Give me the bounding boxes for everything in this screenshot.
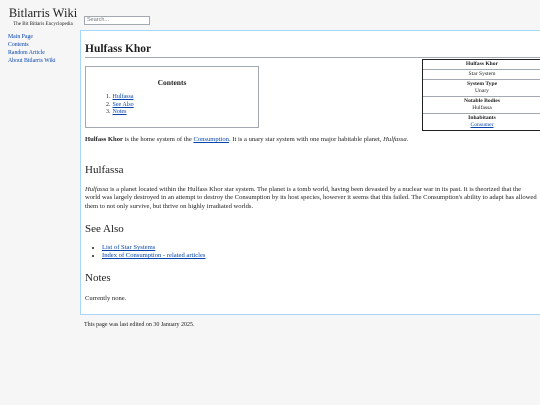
toc-item <box>106 102 250 110</box>
toc-title: Contents <box>157 78 187 87</box>
site-name: Bitlarris Wiki <box>8 6 78 20</box>
consumption-index-link[interactable]: Index of Consumption - related articles <box>102 252 206 260</box>
consumption-link[interactable]: Consumption <box>193 136 229 143</box>
toc-item <box>106 109 250 117</box>
site-tagline: The Bit Bitlaris Encyclopedia <box>13 22 73 27</box>
nav-about[interactable]: About Bitlarris Wiki <box>8 58 56 64</box>
infobox-subtitle: Star System <box>423 69 540 79</box>
intro-text: . <box>406 136 409 143</box>
toc-item-number: 2. <box>106 101 111 108</box>
see-also-item <box>102 252 205 260</box>
toc-item-number: 3. <box>106 109 111 115</box>
toc-item-number: 1. <box>106 94 111 100</box>
infobox <box>422 59 540 131</box>
infobox-inhabitants-link[interactable]: Consumer <box>470 122 494 128</box>
title-divider <box>85 57 540 58</box>
toc-link-see-also[interactable]: See Also <box>112 101 134 108</box>
intro-planet-name: Hulfassa <box>383 136 407 143</box>
toc-list <box>94 94 250 117</box>
toc-item <box>106 94 250 102</box>
intro-text: . It is a unary star system with one major habitable planet, <box>228 136 384 143</box>
section-heading-notes: Notes <box>85 272 111 284</box>
infobox-inhabitants <box>423 113 540 130</box>
search-input[interactable]: Search... <box>84 16 150 25</box>
hulfassa-text: is a planet located within the Hulfass Khor star system. The planet is a tomb world, having been devasted by a nuclear war in its past. It is theorized that the world was largely destroyed in an attempt to destroy the Consumption by its host species, however it seems that this failed. The Consumption's ability to adapt has allowed them to not only survive, but thrive on highly irradiated worlds. <box>85 186 537 210</box>
nav-contents[interactable]: Contents <box>8 42 29 48</box>
infobox-system-type-label: System Type <box>466 81 498 87</box>
toc-link-hulfassa[interactable]: Hulfassa <box>112 94 134 100</box>
page-title: Hulfass Khor <box>85 43 152 55</box>
see-also-item <box>102 244 205 252</box>
infobox-notable-bodies-value: Hulfassa <box>472 105 492 111</box>
toc-link-notes[interactable]: Notes <box>112 109 127 115</box>
section-heading-hulfassa: Hulfassa <box>85 164 124 176</box>
infobox-system-type-value: Unary <box>475 88 489 94</box>
notes-paragraph: Currently none. <box>85 295 127 302</box>
list-of-star-systems-link[interactable]: List of Star Systems <box>102 244 156 251</box>
hulfassa-planet-name: Hulfassa <box>85 186 109 193</box>
see-also-list <box>85 244 205 261</box>
infobox-title: Hulfass Khor <box>465 61 499 67</box>
infobox-inhabitants-label: Inhabitants <box>468 115 496 121</box>
intro-text: is the home system of the <box>122 136 194 143</box>
table-of-contents <box>85 66 259 128</box>
intro-paragraph <box>85 136 410 144</box>
intro-bold-title: Hulfass Khor <box>85 136 123 143</box>
section-heading-see-also: See Also <box>85 223 124 235</box>
nav-random-article[interactable]: Random Article <box>8 50 45 56</box>
site-logo[interactable] <box>8 6 78 27</box>
nav-main-page[interactable]: Main Page <box>8 34 33 40</box>
infobox-system-type <box>423 79 540 96</box>
sidebar-nav <box>8 33 82 65</box>
footer-last-edited: This page was last edited on 30 January 2025. <box>84 322 195 328</box>
article-content <box>80 30 540 315</box>
infobox-notable-bodies-label: Notable Bodies <box>464 98 500 104</box>
infobox-notable-bodies <box>423 96 540 113</box>
hulfassa-paragraph <box>85 186 538 211</box>
